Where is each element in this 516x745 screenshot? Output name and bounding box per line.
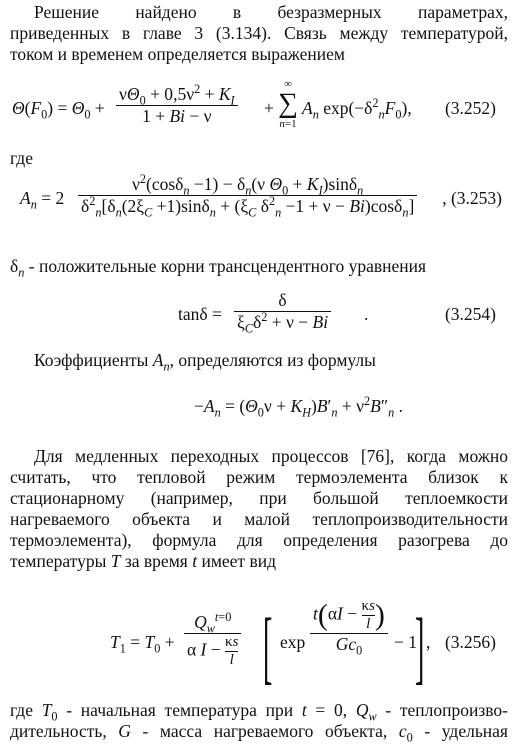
equation-lhs: tanδ = <box>178 304 222 324</box>
equation-3-253: $A_n = 2$ $\frac{\nu^2(\cos\delta_n -1) - \delta_n(\nu \Theta_0 + K_I)\sin\delta_n}{\delta^2_n[\delta_n(2\xi_C +1)\sin\delta_n + (\xi_C \delta^2_n -1 + \nu - Bi)\cos\delta_n]}$ , (3.253) <box>20 172 502 220</box>
fraction: $\frac{\nu\Theta_0 + 0,5\nu^2 + K_I}{1 + Bi - \nu}$ <box>116 84 238 127</box>
equation-3-254: tanδ = δ $\xi_C\delta^2 + \nu - Bi$ . (3.254) <box>178 290 496 336</box>
paragraph-slow-processes: Для медленных переходных процессов [76], когда можно считать, что тепловой режим термоэлемента близок к стационарному (например, при большой теплоемкости нагреваемого объекта и малой теплопроизводительности термоэлемента), формула для определения разогрева до температуры T за время t имеет вид <box>10 446 508 571</box>
fraction: t(αI − $\frac{\kappa s}{l}$ ) $Gc_0$ <box>310 598 388 655</box>
text-line: стационарному (например, при большой теплоемкости <box>10 488 508 508</box>
text-delta-roots: $\delta_n$ - положительные корни трансцендентного уравнения <box>10 256 427 280</box>
fraction: $Q_w^{t=0}$ α I − $\frac{\kappa s}{l}$ <box>184 612 241 669</box>
text-line: нагреваемого объекта и малой теплопроизводительности <box>10 509 508 529</box>
summation-sign: ∞ ∑ n=1 <box>278 78 298 130</box>
paragraph-definitions: где $T_0$ - начальная температура при t = 0, $Q_w$ - теплопроизво- дительность, G - масса нагреваемого объекта, $c_0$ - удельная <box>10 700 508 745</box>
equation-number: (3.256) <box>444 632 496 652</box>
text-coefficients: Коэффициенты $A_n$, определяются из формулы <box>34 350 376 374</box>
text-line: где <box>10 148 33 168</box>
text-line: Решение найдено в безразмерных параметрах, <box>34 2 508 22</box>
text-line: считать, что тепловой режим термоэлемента близок к <box>10 467 508 487</box>
paragraph-intro <box>10 2 508 65</box>
fraction: δ $\xi_C\delta^2 + \nu - Bi$ <box>234 290 331 333</box>
equation-number: (3.254) <box>444 304 496 324</box>
equation-3-252: $\Theta(F_0) = \Theta_0$ + $\frac{\nu\Theta_0 + 0,5\nu^2 + K_I}{1 + Bi - \nu}$ + ∞ ∑ n=1 $A_n$ $\exp(-\delta^2_nF_0)$, (3.252) <box>12 78 496 130</box>
text-line: термоэлемента), формула для определения разогрева до <box>10 530 508 550</box>
text-line: приведенных в главе 3 (3.134). Связь между температурой, <box>10 23 508 43</box>
equation-3-256: $T_1 = T_0$ + $Q_w^{t=0}$ α I − $\frac{\kappa s}{l}$ [ exp t(αI − $\frac{\kappa s}{l}$ ) $Gc_0$ − 1 ] , (3.256) <box>110 598 496 692</box>
text-line: током и временем определяется выражением <box>10 44 346 64</box>
equation-number: , (3.253) <box>442 188 502 208</box>
fraction: $\frac{\nu^2(\cos\delta_n -1) - \delta_n(\nu \Theta_0 + K_I)\sin\delta_n}{\delta^2_n[\delta_n(2\xi_C +1)\sin\delta_n + (\xi_C \delta^2_n -1 + \nu - Bi)\cos\delta_n]}$ <box>78 174 417 217</box>
text-gde <box>10 148 508 169</box>
equation-coefficients: $-A_n = (\Theta_0\nu + K_H)B'_n + \nu^2B''_n$ . <box>194 394 404 420</box>
equation-number: (3.252) <box>444 98 496 118</box>
text-line: Для медленных переходных процессов [76], когда можно <box>34 446 508 466</box>
